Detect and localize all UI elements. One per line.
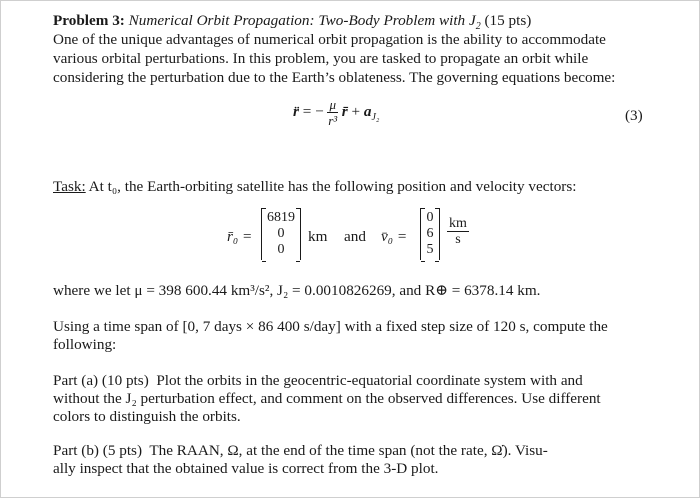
problem-title-sub: 2 [475, 21, 481, 33]
part-b-line-2: ally inspect that the obtained value is correct from the 3-D plot. [53, 460, 439, 477]
problem-title: Numerical Orbit Propagation: Two-Body Problem with J [128, 12, 476, 29]
part-b-label: Part (b) [53, 442, 99, 459]
r0-matrix [261, 208, 301, 260]
r0-label: r̄₀ = [227, 228, 253, 245]
v0-unit [447, 216, 469, 247]
problem-label: Problem 3: [53, 12, 125, 29]
v0-z: 5 [426, 242, 434, 257]
eq-accel-sub: J₂ [371, 112, 380, 124]
part-a-points: (10 pts) [101, 372, 149, 389]
intro-line-1: One of the unique advantages of numerical orbit propagation is the ability to accommodate [53, 31, 606, 48]
task-text: At t₀, the Earth-orbiting satellite has the following position and velocity vectors: [88, 178, 577, 195]
eq-lhs: r̈ [293, 102, 299, 120]
v0-matrix [420, 208, 440, 260]
eq-plus: + [351, 102, 361, 120]
r0-z: 0 [277, 242, 285, 257]
eq-frac-num: μ [329, 97, 336, 112]
v0-unit-fraction [447, 216, 469, 247]
part-a-line-2: without the J₂ perturbation effect, and comment on the observed differences. Use different [53, 390, 601, 407]
part-b-line-1 [53, 441, 548, 460]
equation-number: (3) [625, 107, 643, 124]
v0-label: v̄₀ = [381, 228, 408, 245]
eq-equals: = − [302, 102, 324, 120]
eq-rhs-var: r̄ [341, 102, 348, 120]
task-label: Task: [53, 178, 86, 195]
part-b-text-1: The RAAN, Ω, at the end of the time span (not the rate, Ω̇). Visu- [149, 442, 548, 459]
constants-line: where we let μ = 398 600.44 km³/s², J₂ = 0.0010826269, and R⊕ = 6378.14 km. [53, 282, 541, 299]
and-word: and [344, 228, 366, 245]
r0-unit: km [308, 228, 328, 245]
r0-x: 6819 [267, 210, 295, 225]
v0-unit-den: s [455, 232, 461, 247]
intro-line-2: various orbital perturbations. In this problem, you are tasked to propagate an orbit while [53, 50, 589, 67]
v0-unit-num: km [449, 216, 467, 231]
part-a-line-3: colors to distinguish the orbits. [53, 408, 241, 425]
governing-equation [293, 97, 379, 128]
problem-points: (15 pts) [484, 12, 532, 29]
timespan-line-2: following: [53, 336, 117, 353]
intro-line-3: considering the perturbation due to the Earth’s oblateness. The governing equations become: [53, 69, 616, 86]
eq-fraction [327, 97, 338, 128]
part-a-text-1: Plot the orbits in the geocentric-equatorial coordinate system with and [156, 372, 583, 389]
part-a-line-1 [53, 371, 583, 390]
eq-accel: a [363, 102, 372, 120]
part-a-label: Part (a) [53, 372, 99, 389]
v0-x: 0 [426, 210, 434, 225]
eq-frac-den: r³ [328, 113, 338, 128]
r0-y: 0 [277, 226, 285, 241]
v0-y: 6 [426, 226, 434, 241]
timespan-line-1: Using a time span of [0, 7 days × 86 400 s/day] with a fixed step size of 120 s, compute the [53, 318, 608, 335]
task-line [53, 177, 576, 196]
part-b-points: (5 pts) [102, 442, 143, 459]
